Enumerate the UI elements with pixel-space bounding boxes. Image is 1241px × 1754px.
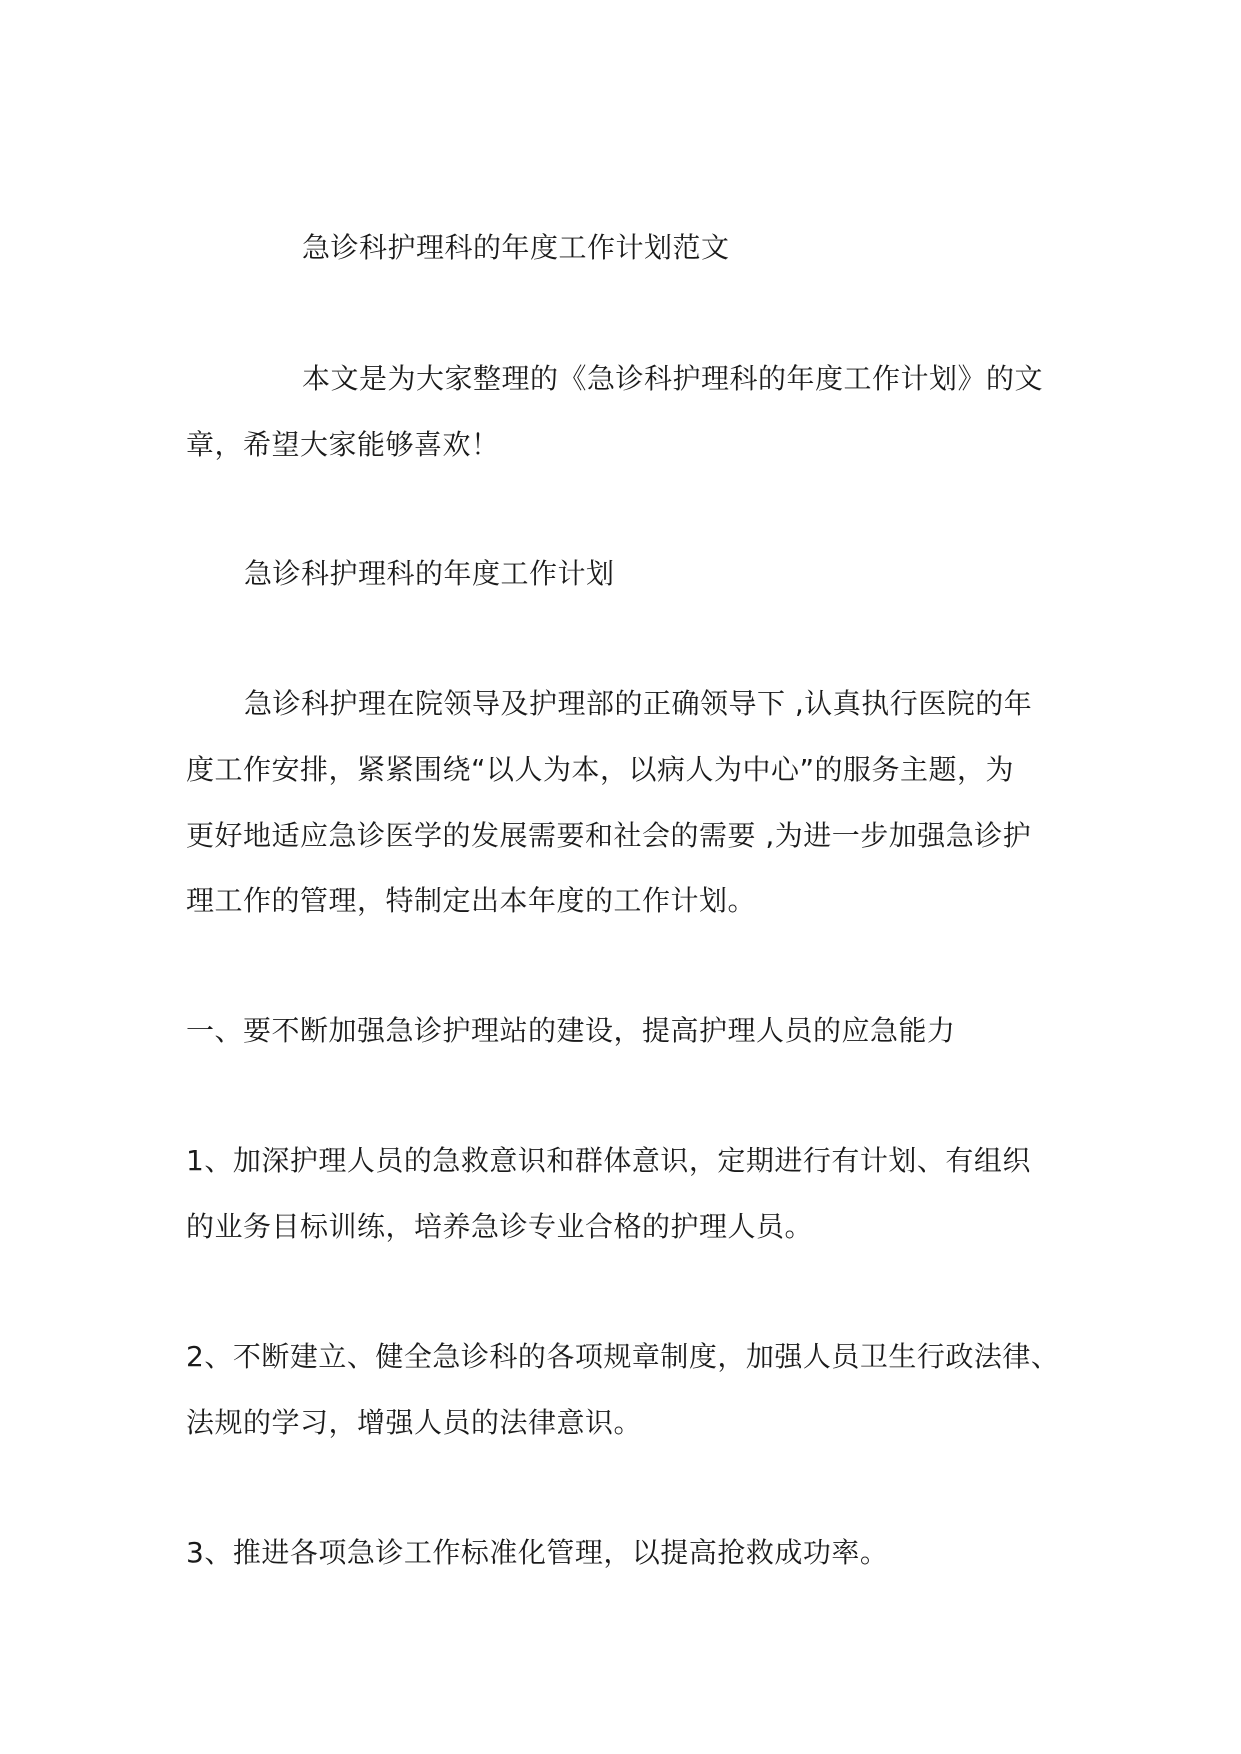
paragraph-line-3: 更好地适应急诊医学的发展需要和社会的需要 ,为进一步加强急诊护 [186, 819, 1032, 852]
paragraph-line-4: 理工作的管理，特制定出本年度的工作计划。 [186, 884, 757, 917]
section-heading: 一、要不断加强急诊护理站的建设，提高护理人员的应急能力 [186, 1014, 956, 1047]
item1-line-2: 的业务目标训练，培养急诊专业合格的护理人员。 [186, 1210, 814, 1243]
intro-line-1: 本文是为大家整理的《急诊科护理科的年度工作计划》的文 [302, 362, 1044, 395]
paragraph-line-2: 度工作安排，紧紧围绕“以人为本，以病人为中心”的服务主题，为 [186, 753, 1015, 786]
item1-line-1: 1、加深护理人员的急救意识和群体意识，定期进行有计划、有组织 [186, 1144, 1031, 1177]
document-subtitle: 急诊科护理科的年度工作计划 [244, 557, 615, 590]
intro-line-2: 章，希望大家能够喜欢！ [186, 428, 500, 461]
item3-line-1: 3、推进各项急诊工作标准化管理，以提高抢救成功率。 [186, 1536, 889, 1569]
item2-line-1: 2、不断建立、健全急诊科的各项规章制度，加强人员卫生行政法律、 [186, 1340, 1060, 1373]
item2-line-2: 法规的学习，增强人员的法律意识。 [186, 1406, 643, 1439]
document-title: 急诊科护理科的年度工作计划范文 [302, 231, 730, 264]
paragraph-line-1: 急诊科护理在院领导及护理部的正确领导下 ,认真执行医院的年 [244, 687, 1033, 720]
